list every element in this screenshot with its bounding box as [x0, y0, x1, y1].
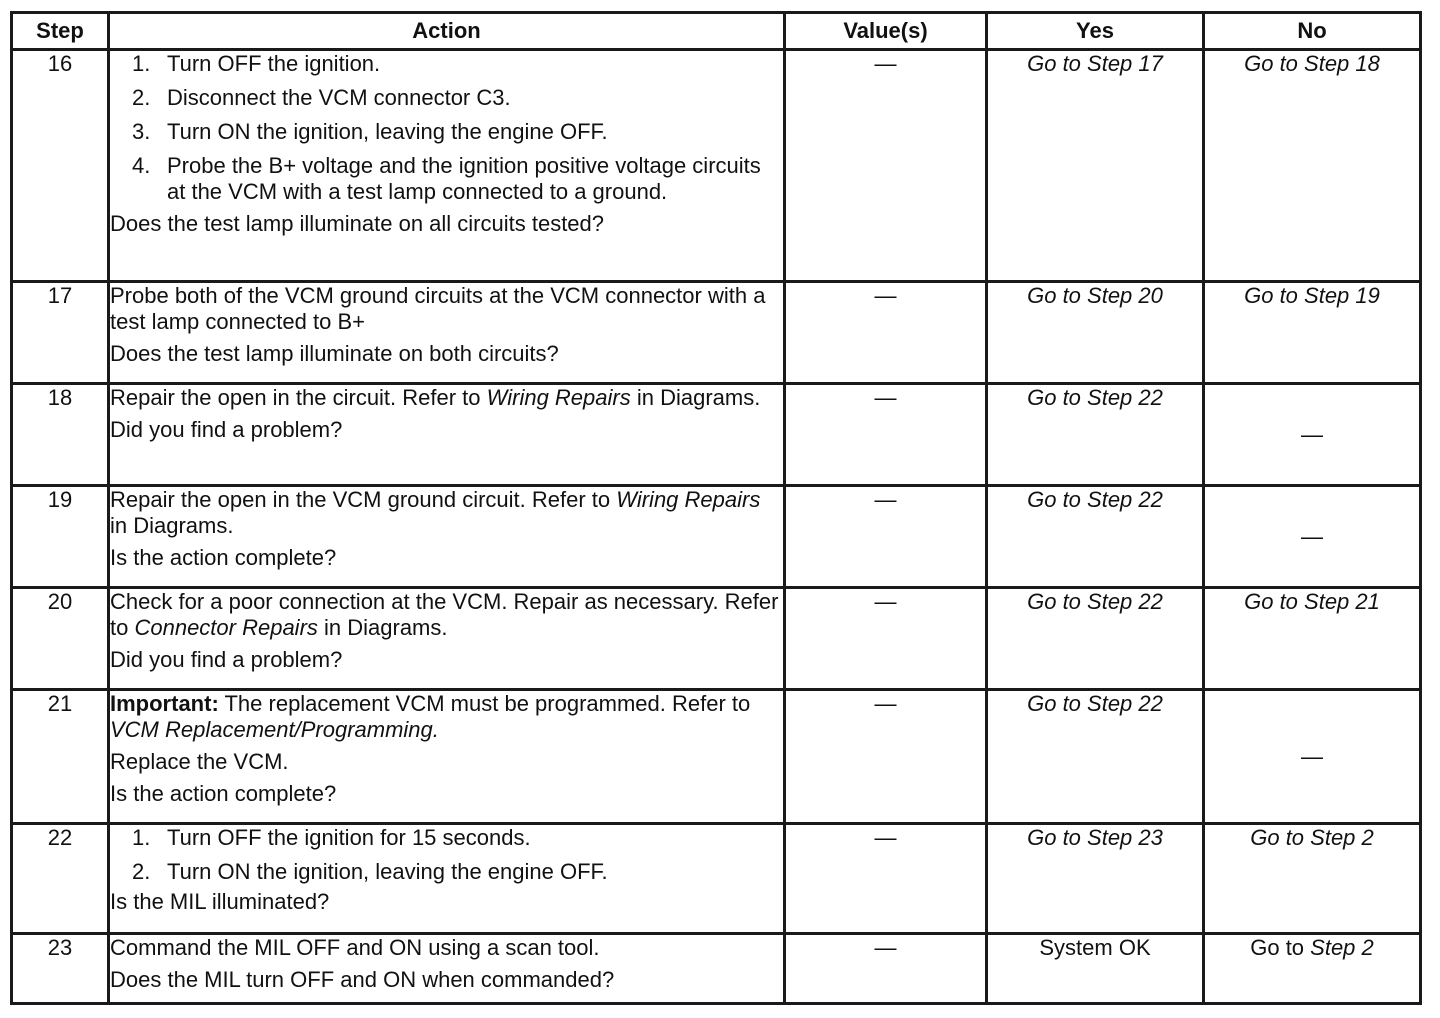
yes-result: Go to Step 22	[987, 384, 1204, 486]
header-step: Step	[12, 13, 109, 50]
substep-list	[110, 51, 783, 205]
step-number: 20	[12, 588, 109, 690]
action-cell	[109, 50, 785, 282]
table-row	[12, 824, 1421, 934]
question-text: Is the action complete?	[110, 781, 337, 806]
action-cell	[109, 588, 785, 690]
yes-result: Go to Step 22	[987, 486, 1204, 588]
yes-result: System OK	[987, 934, 1204, 1004]
question-text: Does the MIL turn OFF and ON when commanded?	[110, 967, 615, 992]
no-result: Go to Step 18	[1204, 50, 1421, 282]
header-row	[12, 13, 1421, 50]
no-result: —	[1204, 486, 1421, 588]
table-row	[12, 690, 1421, 824]
question-text: Did you find a problem?	[110, 647, 343, 672]
list-item: 1. Turn OFF the ignition.	[132, 51, 381, 76]
question-text: Is the action complete?	[110, 545, 337, 570]
list-item: 1. Turn OFF the ignition for 15 seconds.	[132, 825, 531, 850]
step-number: 16	[12, 50, 109, 282]
step-number: 23	[12, 934, 109, 1004]
substep-list	[110, 825, 783, 885]
action-cell	[109, 282, 785, 384]
table-row	[12, 934, 1421, 1004]
action-cell	[109, 486, 785, 588]
no-result: Go to Step 2	[1204, 934, 1421, 1004]
diagnostic-table	[10, 11, 1422, 1005]
action-cell	[109, 824, 785, 934]
question-text: Is the MIL illuminated?	[110, 889, 330, 914]
yes-result: Go to Step 22	[987, 690, 1204, 824]
list-item: 3. Turn ON the ignition, leaving the engine OFF.	[132, 119, 608, 144]
header-values: Value(s)	[785, 13, 987, 50]
action-text: Replace the VCM.	[110, 749, 289, 774]
no-result: Go to Step 2	[1204, 824, 1421, 934]
question-text: Does the test lamp illuminate on both circuits?	[110, 341, 559, 366]
step-number: 22	[12, 824, 109, 934]
step-number: 18	[12, 384, 109, 486]
value-cell: —	[785, 690, 987, 824]
list-item: 4. Probe the B+ voltage and the ignition positive voltage circuits at the VCM with a test lamp connected to a ground.	[132, 153, 761, 204]
value-cell: —	[785, 384, 987, 486]
table-row	[12, 384, 1421, 486]
value-cell: —	[785, 934, 987, 1004]
header-yes: Yes	[987, 13, 1204, 50]
step-number: 17	[12, 282, 109, 384]
action-text: Check for a poor connection at the VCM. Repair as necessary. Refer to Connector Repairs in Diagrams.	[110, 589, 779, 640]
table-row	[12, 588, 1421, 690]
value-cell: —	[785, 282, 987, 384]
header-no: No	[1204, 13, 1421, 50]
action-text: Repair the open in the circuit. Refer to Wiring Repairs in Diagrams.	[110, 385, 761, 410]
list-item: 2. Turn ON the ignition, leaving the engine OFF.	[132, 859, 608, 884]
table-row	[12, 486, 1421, 588]
no-result: —	[1204, 690, 1421, 824]
yes-result: Go to Step 20	[987, 282, 1204, 384]
value-cell: —	[785, 486, 987, 588]
yes-result: Go to Step 23	[987, 824, 1204, 934]
step-number: 21	[12, 690, 109, 824]
no-result: —	[1204, 384, 1421, 486]
value-cell: —	[785, 588, 987, 690]
action-cell	[109, 690, 785, 824]
action-text: Repair the open in the VCM ground circuit. Refer to Wiring Repairs in Diagrams.	[110, 487, 761, 538]
yes-result: Go to Step 22	[987, 588, 1204, 690]
action-text: Probe both of the VCM ground circuits at the VCM connector with a test lamp connected to B+	[110, 283, 766, 334]
question-text: Does the test lamp illuminate on all circuits tested?	[110, 211, 605, 236]
table-row	[12, 50, 1421, 282]
action-cell	[109, 384, 785, 486]
header-action: Action	[109, 13, 785, 50]
question-text: Did you find a problem?	[110, 417, 343, 442]
action-cell	[109, 934, 785, 1004]
no-result: Go to Step 21	[1204, 588, 1421, 690]
action-text: Command the MIL OFF and ON using a scan tool.	[110, 935, 600, 960]
yes-result: Go to Step 17	[987, 50, 1204, 282]
value-cell: —	[785, 824, 987, 934]
table-row	[12, 282, 1421, 384]
important-note: Important: The replacement VCM must be programmed. Refer to VCM Replacement/Programming.	[110, 691, 751, 742]
value-cell: —	[785, 50, 987, 282]
list-item: 2. Disconnect the VCM connector C3.	[132, 85, 511, 110]
step-number: 19	[12, 486, 109, 588]
no-result: Go to Step 19	[1204, 282, 1421, 384]
